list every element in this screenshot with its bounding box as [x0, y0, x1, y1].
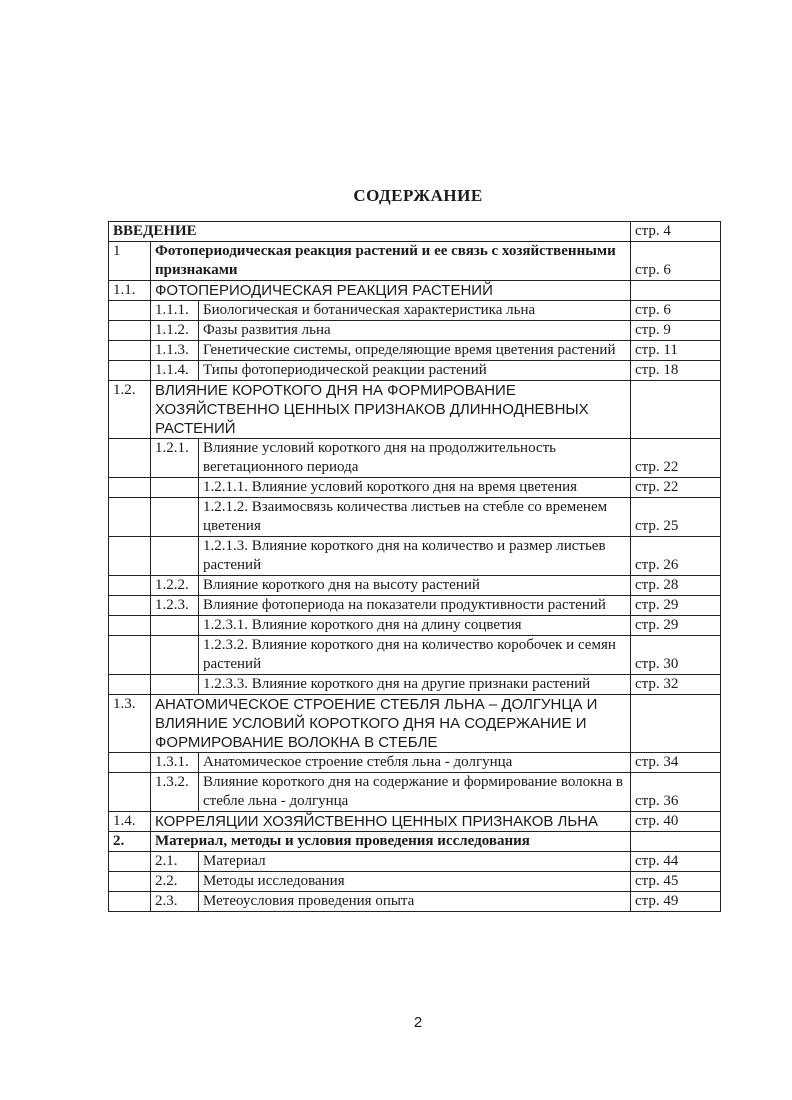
toc-label: 1.2.1.1. Влияние условий короткого дня на время цветения [199, 478, 631, 498]
toc-row-1-1-1 [109, 301, 721, 321]
toc-num: 1.1. [109, 281, 151, 301]
toc-page: стр. 45 [631, 872, 721, 892]
toc-indent [151, 616, 199, 636]
toc-page: стр. 6 [631, 301, 721, 321]
toc-page-empty [631, 832, 721, 852]
toc-page: стр. 18 [631, 361, 721, 381]
toc-row-1-2-2 [109, 576, 721, 596]
toc-row-1-2-1-1 [109, 478, 721, 498]
toc-label: Методы исследования [199, 872, 631, 892]
toc-row-1-1-2 [109, 321, 721, 341]
toc-num: 2.1. [151, 852, 199, 872]
toc-page: стр. 25 [631, 498, 721, 537]
toc-row-chapter-1 [109, 242, 721, 281]
toc-page: стр. 44 [631, 852, 721, 872]
toc-page: стр. 26 [631, 537, 721, 576]
toc-label: Материал, методы и условия проведения исследования [151, 832, 631, 852]
toc-row-1-2-1-3 [109, 537, 721, 576]
toc-label: Фотопериодическая реакция растений и ее связь с хозяйственными признаками [151, 242, 631, 281]
toc-indent [151, 537, 199, 576]
toc-row-chapter-2 [109, 832, 721, 852]
toc-indent [109, 439, 151, 478]
toc-indent [109, 341, 151, 361]
toc-num: 1.3.2. [151, 773, 199, 812]
toc-row-1-3 [109, 695, 721, 753]
toc-page: стр. 22 [631, 439, 721, 478]
toc-page-empty [631, 695, 721, 753]
toc-row-1-3-2 [109, 773, 721, 812]
toc-label: Метеоусловия проведения опыта [199, 892, 631, 912]
toc-label: 1.2.3.2. Влияние короткого дня на количество коробочек и семян растений [199, 636, 631, 675]
toc-num: 1.1.1. [151, 301, 199, 321]
toc-page: стр. 36 [631, 773, 721, 812]
toc-page-empty [631, 281, 721, 301]
toc-page: стр. 32 [631, 675, 721, 695]
toc-label: Анатомическое строение стебля льна - долгунца [199, 753, 631, 773]
toc-page: стр. 49 [631, 892, 721, 912]
toc-label: КОРРЕЛЯЦИИ ХОЗЯЙСТВЕННО ЦЕННЫХ ПРИЗНАКОВ ЛЬНА [151, 812, 631, 832]
toc-indent [109, 852, 151, 872]
toc-page: стр. 11 [631, 341, 721, 361]
toc-page-empty [631, 381, 721, 439]
toc-label: 1.2.3.1. Влияние короткого дня на длину соцветия [199, 616, 631, 636]
toc-indent [109, 773, 151, 812]
toc-num: 1.2.1. [151, 439, 199, 478]
toc-num: 1.3.1. [151, 753, 199, 773]
toc-page: стр. 28 [631, 576, 721, 596]
toc-row-1-4 [109, 812, 721, 832]
toc-label: ВВЕДЕНИЕ [109, 222, 631, 242]
toc-num: 2.3. [151, 892, 199, 912]
toc-num: 1.3. [109, 695, 151, 753]
toc-label: 1.2.1.3. Влияние короткого дня на количество и размер листьев растений [199, 537, 631, 576]
toc-num: 1.2.3. [151, 596, 199, 616]
toc-indent [109, 537, 151, 576]
toc-label: ФОТОПЕРИОДИЧЕСКАЯ РЕАКЦИЯ РАСТЕНИЙ [151, 281, 631, 301]
toc-page: стр. 4 [631, 222, 721, 242]
page-number: 2 [413, 1014, 423, 1031]
toc-num: 1.1.2. [151, 321, 199, 341]
toc-row-1-1 [109, 281, 721, 301]
toc-indent [151, 675, 199, 695]
toc-indent [109, 636, 151, 675]
toc-num: 1.2.2. [151, 576, 199, 596]
toc-num: 1.2. [109, 381, 151, 439]
toc-page: стр. 29 [631, 596, 721, 616]
toc-indent [109, 892, 151, 912]
toc-row-1-2-3 [109, 596, 721, 616]
toc-num: 1.1.3. [151, 341, 199, 361]
toc-page: стр. 29 [631, 616, 721, 636]
toc-indent [109, 616, 151, 636]
toc-indent [109, 361, 151, 381]
toc-row-intro [109, 222, 721, 242]
toc-row-1-2-3-2 [109, 636, 721, 675]
toc-indent [109, 576, 151, 596]
toc-indent [109, 301, 151, 321]
toc-label: Типы фотопериодической реакции растений [199, 361, 631, 381]
toc-indent [109, 321, 151, 341]
toc-label: Биологическая и ботаническая характеристика льна [199, 301, 631, 321]
toc-row-1-2-1 [109, 439, 721, 478]
toc-label: Влияние короткого дня на содержание и формирование волокна в стебле льна - долгунца [199, 773, 631, 812]
toc-label: Материал [199, 852, 631, 872]
toc-row-1-2-3-3 [109, 675, 721, 695]
toc-row-1-1-4 [109, 361, 721, 381]
toc-row-1-2-3-1 [109, 616, 721, 636]
toc-page: стр. 9 [631, 321, 721, 341]
toc-row-1-2 [109, 381, 721, 439]
toc-row-1-1-3 [109, 341, 721, 361]
toc-indent [109, 872, 151, 892]
toc-label: АНАТОМИЧЕСКОЕ СТРОЕНИЕ СТЕБЛЯ ЛЬНА – ДОЛГУНЦА И ВЛИЯНИЕ УСЛОВИЙ КОРОТКОГО ДНЯ НА СОДЕРЖАНИЕ И ФОРМИРОВАНИЕ ВОЛОКНА В СТЕБЛЕ [151, 695, 631, 753]
toc-label: Влияние условий короткого дня на продолжительность вегетационного периода [199, 439, 631, 478]
page-title: СОДЕРЖАНИЕ [353, 186, 483, 205]
toc-num: 2.2. [151, 872, 199, 892]
toc-row-2-2 [109, 872, 721, 892]
table-of-contents [108, 221, 721, 912]
toc-num: 1 [109, 242, 151, 281]
toc-page: стр. 22 [631, 478, 721, 498]
toc-num: 2. [109, 832, 151, 852]
toc-row-2-3 [109, 892, 721, 912]
toc-page: стр. 34 [631, 753, 721, 773]
toc-indent [109, 498, 151, 537]
toc-indent [109, 675, 151, 695]
toc-row-1-2-1-2 [109, 498, 721, 537]
toc-label: Влияние короткого дня на высоту растений [199, 576, 631, 596]
toc-indent [109, 753, 151, 773]
toc-page: стр. 40 [631, 812, 721, 832]
toc-row-2-1 [109, 852, 721, 872]
toc-indent [151, 478, 199, 498]
toc-label: Генетические системы, определяющие время цветения растений [199, 341, 631, 361]
toc-num: 1.1.4. [151, 361, 199, 381]
toc-label: Влияние фотопериода на показатели продуктивности растений [199, 596, 631, 616]
toc-label: ВЛИЯНИЕ КОРОТКОГО ДНЯ НА ФОРМИРОВАНИЕ ХОЗЯЙСТВЕННО ЦЕННЫХ ПРИЗНАКОВ ДЛИННОДНЕВНЫХ РАСТЕНИЙ [151, 381, 631, 439]
toc-indent [151, 636, 199, 675]
toc-page: стр. 30 [631, 636, 721, 675]
toc-row-1-3-1 [109, 753, 721, 773]
toc-indent [109, 478, 151, 498]
toc-label: 1.2.1.2. Взаимосвязь количества листьев на стебле со временем цветения [199, 498, 631, 537]
toc-label: Фазы развития льна [199, 321, 631, 341]
toc-page: стр. 6 [631, 242, 721, 281]
toc-label: 1.2.3.3. Влияние короткого дня на другие признаки растений [199, 675, 631, 695]
toc-num: 1.4. [109, 812, 151, 832]
toc-indent [109, 596, 151, 616]
toc-indent [151, 498, 199, 537]
